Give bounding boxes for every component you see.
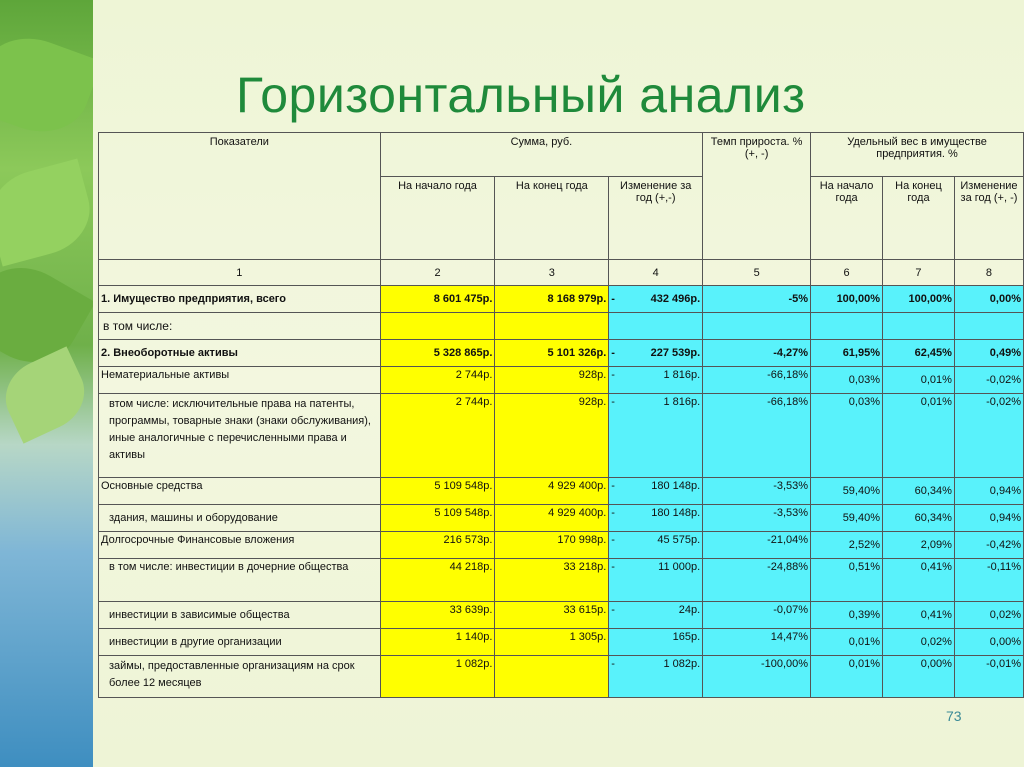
row-start: 1 140р. <box>380 629 495 656</box>
column-number-row <box>99 260 1024 286</box>
row-growth: -3,53% <box>703 505 811 532</box>
col-number: 1 <box>99 260 381 286</box>
row-growth: -24,88% <box>703 559 811 602</box>
col-number: 4 <box>609 260 703 286</box>
row-end: 4 929 400р. <box>495 478 609 505</box>
change-sign: - <box>611 396 615 408</box>
row-end: 170 998р. <box>495 532 609 559</box>
row-start: 1 082р. <box>380 656 495 698</box>
row-share-start: 0,03% <box>811 394 883 478</box>
change-sign: - <box>611 293 615 305</box>
header-growth: Темп прироста. % (+, -) <box>703 133 811 260</box>
row-share-end: 0,02% <box>883 629 955 656</box>
row-end: 33 218р. <box>495 559 609 602</box>
change-sign: - <box>611 604 615 616</box>
table-row <box>99 532 1024 559</box>
row-end: 5 101 326р. <box>495 340 609 367</box>
col-number: 8 <box>954 260 1023 286</box>
row-share-start: 61,95% <box>811 340 883 367</box>
row-name: в том числе: инвестиции в дочерние общества <box>99 559 381 602</box>
slide-number: 73 <box>946 708 962 724</box>
col-number: 6 <box>811 260 883 286</box>
row-share-end: 100,00% <box>883 286 955 313</box>
row-share-change: -0,02% <box>954 394 1023 478</box>
row-share-end: 0,01% <box>883 394 955 478</box>
change-value: 24р. <box>678 604 701 616</box>
row-share-change: 0,94% <box>954 478 1023 505</box>
header-share-end: На конец года <box>883 177 955 260</box>
col-number: 2 <box>380 260 495 286</box>
change-sign: - <box>611 561 615 573</box>
row-share-end: 60,34% <box>883 478 955 505</box>
row-end: 4 929 400р. <box>495 505 609 532</box>
row-growth <box>703 313 811 340</box>
row-share-start: 100,00% <box>811 286 883 313</box>
table-row <box>99 629 1024 656</box>
row-name: инвестиции в зависимые общества <box>99 602 381 629</box>
row-start: 5 328 865р. <box>380 340 495 367</box>
row-growth: -4,27% <box>703 340 811 367</box>
row-growth: 14,47% <box>703 629 811 656</box>
row-growth: -3,53% <box>703 478 811 505</box>
row-name: 2. Внеоборотные активы <box>99 340 381 367</box>
change-value: 180 148р. <box>651 480 701 492</box>
leaf-shape <box>0 159 93 267</box>
row-start: 216 573р. <box>380 532 495 559</box>
leaf-shape <box>0 24 93 146</box>
row-share-end: 60,34% <box>883 505 955 532</box>
row-end <box>495 313 609 340</box>
row-name: втом числе: исключительные права на патенты, программы, товарные знаки (знаки обслуживания), иные аналогичные с перечисленными права и активы <box>99 394 381 478</box>
row-share-change: -0,01% <box>954 656 1023 698</box>
header-share-change: Изменение за год (+, -) <box>954 177 1023 260</box>
change-value: 11 000р. <box>658 561 701 573</box>
row-start: 2 744р. <box>380 367 495 394</box>
table-row <box>99 313 1024 340</box>
row-share-start <box>811 313 883 340</box>
row-name: займы, предоставленные организациям на срок более 12 месяцев <box>99 656 381 698</box>
header-row-1 <box>99 133 1024 177</box>
row-change <box>609 367 703 394</box>
row-end: 928р. <box>495 394 609 478</box>
table-row <box>99 286 1024 313</box>
row-growth: -66,18% <box>703 367 811 394</box>
row-change <box>609 656 703 698</box>
row-share-end: 2,09% <box>883 532 955 559</box>
row-change <box>609 532 703 559</box>
row-name: здания, машины и оборудование <box>99 505 381 532</box>
row-share-change: 0,00% <box>954 629 1023 656</box>
header-start: На начало года <box>380 177 495 260</box>
row-share-end <box>883 313 955 340</box>
row-start: 5 109 548р. <box>380 478 495 505</box>
table-row <box>99 394 1024 478</box>
change-sign: - <box>611 480 615 492</box>
change-value: 165р. <box>672 631 701 643</box>
header-share: Удельный вес в имуществе предприятия. % <box>811 133 1024 177</box>
row-end: 33 615р. <box>495 602 609 629</box>
header-change: Изменение за год (+,-) <box>609 177 703 260</box>
row-share-end: 0,41% <box>883 602 955 629</box>
row-change <box>609 340 703 367</box>
leaf-shape <box>0 346 93 443</box>
change-sign: - <box>611 658 615 670</box>
row-share-change: 0,94% <box>954 505 1023 532</box>
row-name: в том числе: <box>99 313 381 340</box>
table-row <box>99 367 1024 394</box>
row-change <box>609 559 703 602</box>
row-growth: -0,07% <box>703 602 811 629</box>
row-growth: -21,04% <box>703 532 811 559</box>
row-share-end: 0,00% <box>883 656 955 698</box>
row-share-change: 0,49% <box>954 340 1023 367</box>
row-start: 5 109 548р. <box>380 505 495 532</box>
row-share-change: 0,00% <box>954 286 1023 313</box>
table-row <box>99 602 1024 629</box>
row-share-start: 0,01% <box>811 629 883 656</box>
row-share-change <box>954 313 1023 340</box>
change-value: 1 816р. <box>663 369 701 381</box>
row-name: инвестиции в другие организации <box>99 629 381 656</box>
table-row <box>99 559 1024 602</box>
change-value: 1 082р. <box>663 658 701 670</box>
row-share-start: 2,52% <box>811 532 883 559</box>
change-sign: - <box>611 534 615 546</box>
row-end <box>495 656 609 698</box>
row-share-start: 59,40% <box>811 478 883 505</box>
row-share-start: 0,01% <box>811 656 883 698</box>
row-start: 44 218р. <box>380 559 495 602</box>
row-end: 928р. <box>495 367 609 394</box>
row-share-change: -0,42% <box>954 532 1023 559</box>
row-start: 2 744р. <box>380 394 495 478</box>
row-change <box>609 313 703 340</box>
row-share-end: 0,41% <box>883 559 955 602</box>
table-row <box>99 656 1024 698</box>
row-change <box>609 286 703 313</box>
table-row <box>99 505 1024 532</box>
row-share-start: 0,39% <box>811 602 883 629</box>
page-title: Горизонтальный анализ <box>236 67 806 123</box>
change-sign: - <box>611 369 615 381</box>
change-sign: - <box>611 347 615 359</box>
row-share-start: 0,03% <box>811 367 883 394</box>
col-number: 5 <box>703 260 811 286</box>
header-sum: Сумма, руб. <box>380 133 703 177</box>
row-share-start: 0,51% <box>811 559 883 602</box>
row-share-change: -0,11% <box>954 559 1023 602</box>
header-end: На конец года <box>495 177 609 260</box>
row-share-start: 59,40% <box>811 505 883 532</box>
row-growth: -100,00% <box>703 656 811 698</box>
row-start: 8 601 475р. <box>380 286 495 313</box>
change-value: 1 816р. <box>663 396 701 408</box>
col-number: 3 <box>495 260 609 286</box>
change-value: 432 496р. <box>650 293 701 305</box>
row-change <box>609 394 703 478</box>
row-growth: -66,18% <box>703 394 811 478</box>
row-share-end: 0,01% <box>883 367 955 394</box>
row-share-change: -0,02% <box>954 367 1023 394</box>
row-share-end: 62,45% <box>883 340 955 367</box>
col-number: 7 <box>883 260 955 286</box>
leaf-decoration <box>0 0 93 767</box>
table-row <box>99 478 1024 505</box>
row-share-change: 0,02% <box>954 602 1023 629</box>
header-share-start: На начало года <box>811 177 883 260</box>
row-change <box>609 602 703 629</box>
analysis-table <box>98 132 1024 698</box>
row-end: 8 168 979р. <box>495 286 609 313</box>
row-change <box>609 478 703 505</box>
change-sign: - <box>611 507 615 519</box>
table-row <box>99 340 1024 367</box>
row-growth: -5% <box>703 286 811 313</box>
row-name: Нематериальные активы <box>99 367 381 394</box>
row-start <box>380 313 495 340</box>
row-change <box>609 505 703 532</box>
change-value: 227 539р. <box>650 347 701 359</box>
row-name: Основные средства <box>99 478 381 505</box>
change-value: 180 148р. <box>651 507 701 519</box>
row-name: 1. Имущество предприятия, всего <box>99 286 381 313</box>
change-value: 45 575р. <box>657 534 701 546</box>
row-name: Долгосрочные Финансовые вложения <box>99 532 381 559</box>
row-end: 1 305р. <box>495 629 609 656</box>
row-start: 33 639р. <box>380 602 495 629</box>
row-change <box>609 629 703 656</box>
header-indicators: Показатели <box>99 133 381 260</box>
